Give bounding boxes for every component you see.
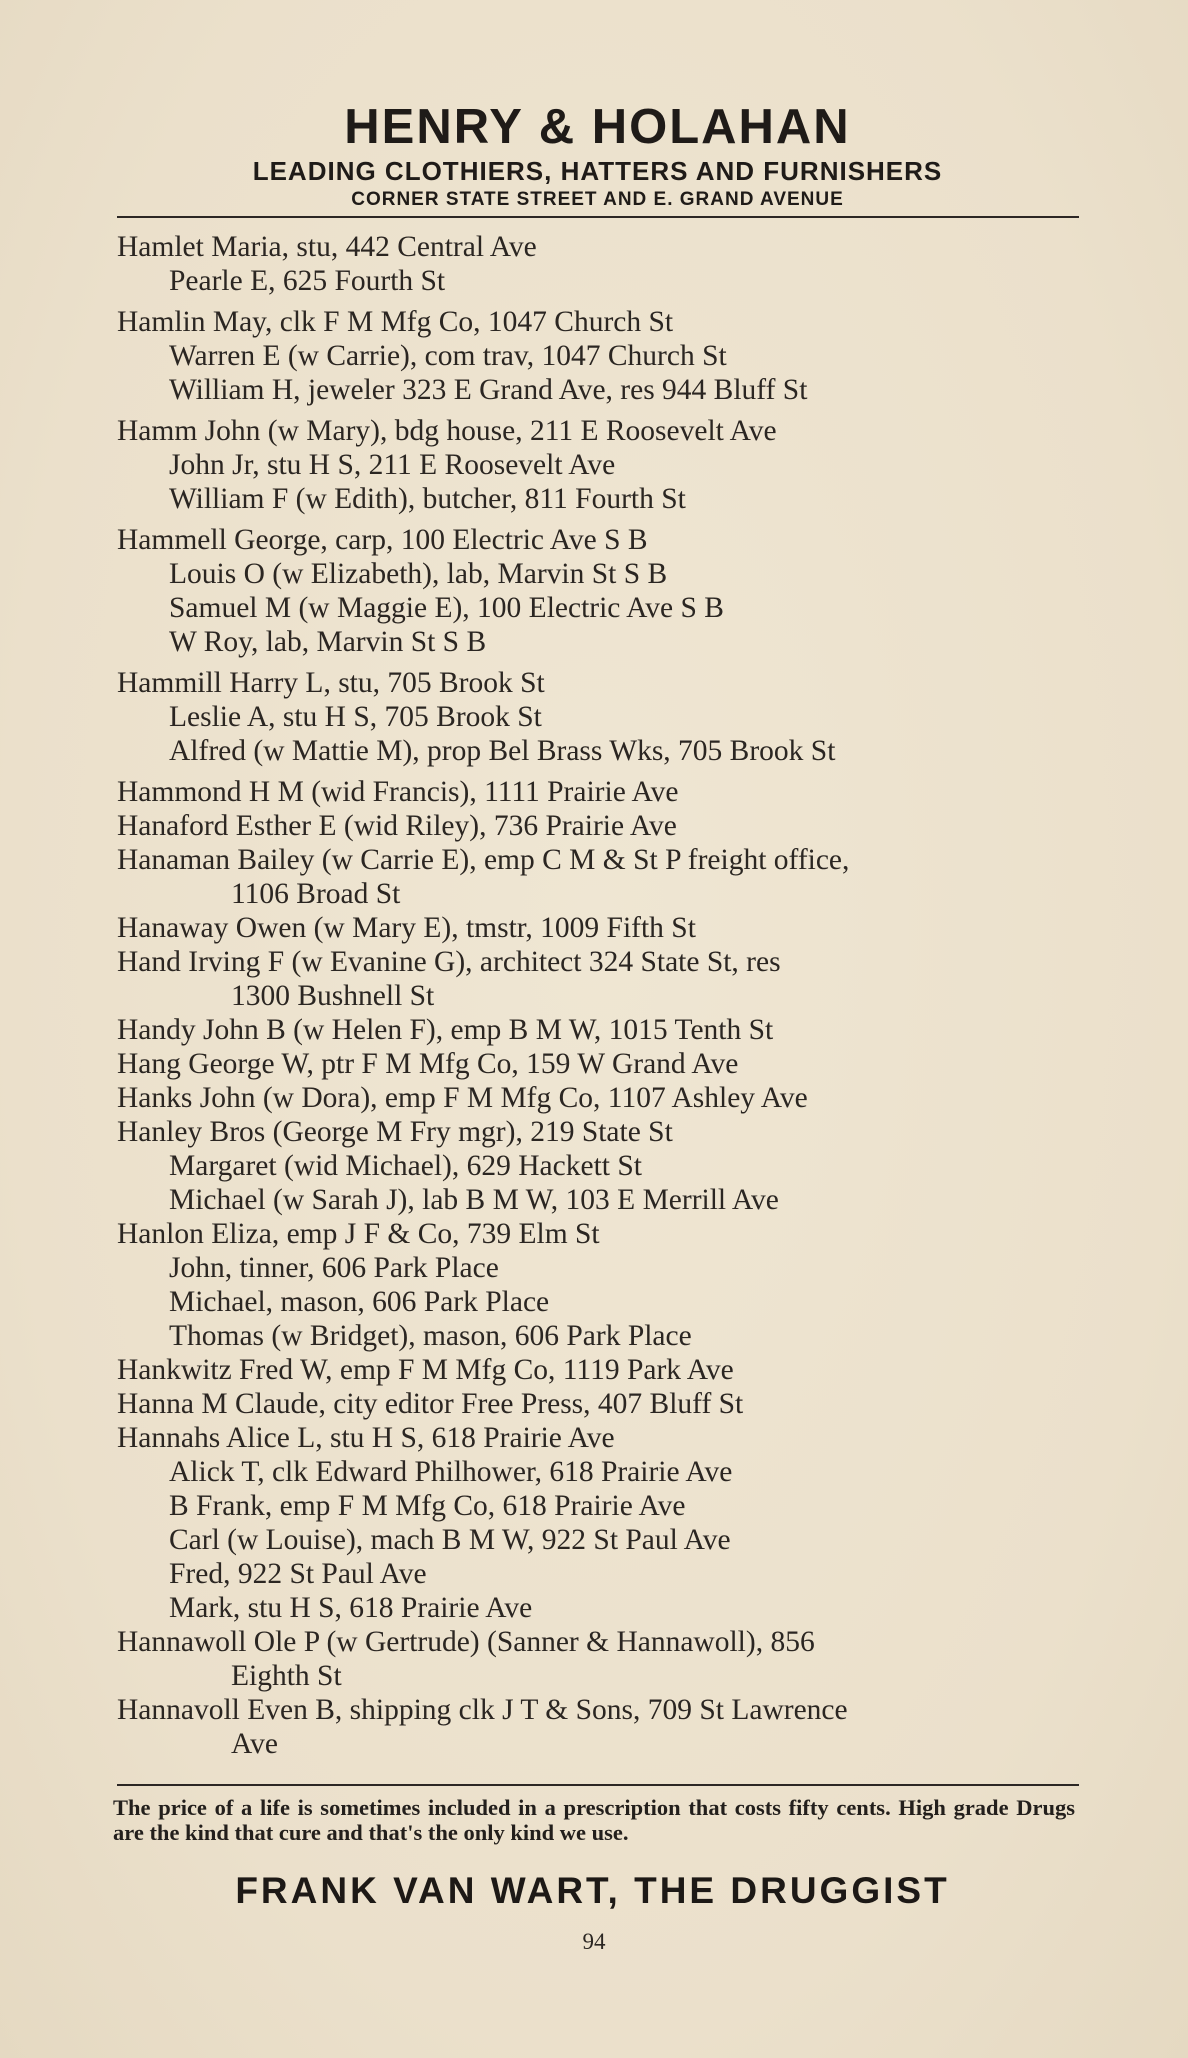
directory-entry: Hanks John (w Dora), emp F M Mfg Co, 1107 Ashley Ave: [117, 1082, 808, 1114]
directory-entry: Alfred (w Mattie M), prop Bel Brass Wks, 705 Brook St: [169, 735, 836, 767]
directory-entry: Hand Irving F (w Evanine G), architect 324 State St, res 1300 Bushnell St: [117, 945, 1079, 1013]
directory-entry: Hannawoll Ole P (w Gertrude) (Sanner & Hannawoll), 856 Eighth St: [117, 1625, 1079, 1693]
directory-entry: Hang George W, ptr F M Mfg Co, 159 W Grand Ave: [117, 1048, 739, 1080]
directory-entry: Margaret (wid Michael), 629 Hackett St: [169, 1150, 642, 1182]
directory-entry: Hannahs Alice L, stu H S, 618 Prairie Ave: [117, 1422, 615, 1454]
page-header-ad: [110, 100, 1085, 212]
directory-entry: William F (w Edith), butcher, 811 Fourth St: [169, 483, 686, 515]
page-number: 94: [582, 1929, 606, 1954]
directory-entry: Thomas (w Bridget), mason, 606 Park Place: [169, 1320, 692, 1352]
firm-name: HENRY & HOLAHAN: [344, 100, 851, 154]
directory-entry: Hanaford Esther E (wid Riley), 736 Prairie Ave: [117, 810, 677, 842]
directory-entry: John Jr, stu H S, 211 E Roosevelt Ave: [169, 449, 616, 481]
directory-entry: Hammell George, carp, 100 Electric Ave S B: [117, 524, 648, 556]
header-divider: [117, 216, 1079, 218]
directory-entry: Louis O (w Elizabeth), lab, Marvin St S B: [169, 558, 668, 590]
directory-entry: Pearle E, 625 Fourth St: [169, 265, 446, 297]
directory-entry: Carl (w Louise), mach B M W, 922 St Paul Ave: [169, 1524, 731, 1556]
directory-entry: Michael (w Sarah J), lab B M W, 103 E Merrill Ave: [169, 1184, 779, 1216]
directory-entry: Hanlon Eliza, emp J F & Co, 739 Elm St: [117, 1218, 600, 1250]
directory-entry: Hanna M Claude, city editor Free Press, 407 Bluff St: [117, 1388, 744, 1420]
directory-entry: Hamlet Maria, stu, 442 Central Ave: [117, 231, 537, 263]
directory-entry: William H, jeweler 323 E Grand Ave, res 944 Bluff St: [169, 374, 808, 406]
druggist-advertisement-text: The price of a life is sometimes included in a prescription that costs fifty cents. High grade Drugs are the kind that cure and that's the only kind we use.: [113, 1795, 1075, 1845]
directory-entry: Hamm John (w Mary), bdg house, 211 E Roosevelt Ave: [117, 415, 777, 447]
directory-entry: Hannavoll Even B, shipping clk J T & Sons, 709 St Lawrence Ave: [117, 1693, 1079, 1761]
druggist-name: FRANK VAN WART, THE DRUGGIST: [235, 1870, 950, 1911]
directory-entry: Leslie A, stu H S, 705 Brook St: [169, 701, 542, 733]
directory-entry: Hanley Bros (George M Fry mgr), 219 State St: [117, 1116, 673, 1148]
directory-entries: [117, 230, 1079, 1761]
directory-entry: Handy John B (w Helen F), emp B M W, 1015 Tenth St: [117, 1014, 774, 1046]
footer-divider: [117, 1784, 1079, 1786]
entry-continuation: Ave: [231, 1728, 278, 1760]
entry-continuation: 1300 Bushnell St: [231, 980, 435, 1012]
entry-continuation: 1106 Broad St: [231, 878, 401, 910]
directory-entry: Hanaway Owen (w Mary E), tmstr, 1009 Fifth St: [117, 912, 696, 944]
directory-entry: Hankwitz Fred W, emp F M Mfg Co, 1119 Park Ave: [117, 1354, 734, 1386]
directory-entry: Michael, mason, 606 Park Place: [169, 1286, 550, 1318]
directory-entry: Hamlin May, clk F M Mfg Co, 1047 Church St: [117, 306, 674, 338]
directory-entry: Samuel M (w Maggie E), 100 Electric Ave S B: [169, 592, 724, 624]
directory-entry: B Frank, emp F M Mfg Co, 618 Prairie Ave: [169, 1490, 686, 1522]
directory-entry: Hammill Harry L, stu, 705 Brook St: [117, 667, 545, 699]
entry-continuation: Eighth St: [231, 1660, 342, 1692]
firm-address: CORNER STATE STREET AND E. GRAND AVENUE: [351, 189, 844, 210]
directory-entry: Hanaman Bailey (w Carrie E), emp C M & St P freight office, 1106 Broad St: [117, 843, 1079, 911]
directory-entry: Mark, stu H S, 618 Prairie Ave: [169, 1592, 533, 1624]
directory-entry: W Roy, lab, Marvin St S B: [169, 626, 487, 658]
directory-entry: Hammond H M (wid Francis), 1111 Prairie Ave: [117, 776, 679, 808]
firm-tagline: LEADING CLOTHIERS, HATTERS AND FURNISHERS: [252, 156, 943, 186]
directory-entry: Alick T, clk Edward Philhower, 618 Prairie Ave: [169, 1456, 733, 1488]
directory-entry: Fred, 922 St Paul Ave: [169, 1558, 427, 1590]
directory-entry: Warren E (w Carrie), com trav, 1047 Church St: [169, 340, 727, 372]
directory-entry: John, tinner, 606 Park Place: [169, 1252, 499, 1284]
